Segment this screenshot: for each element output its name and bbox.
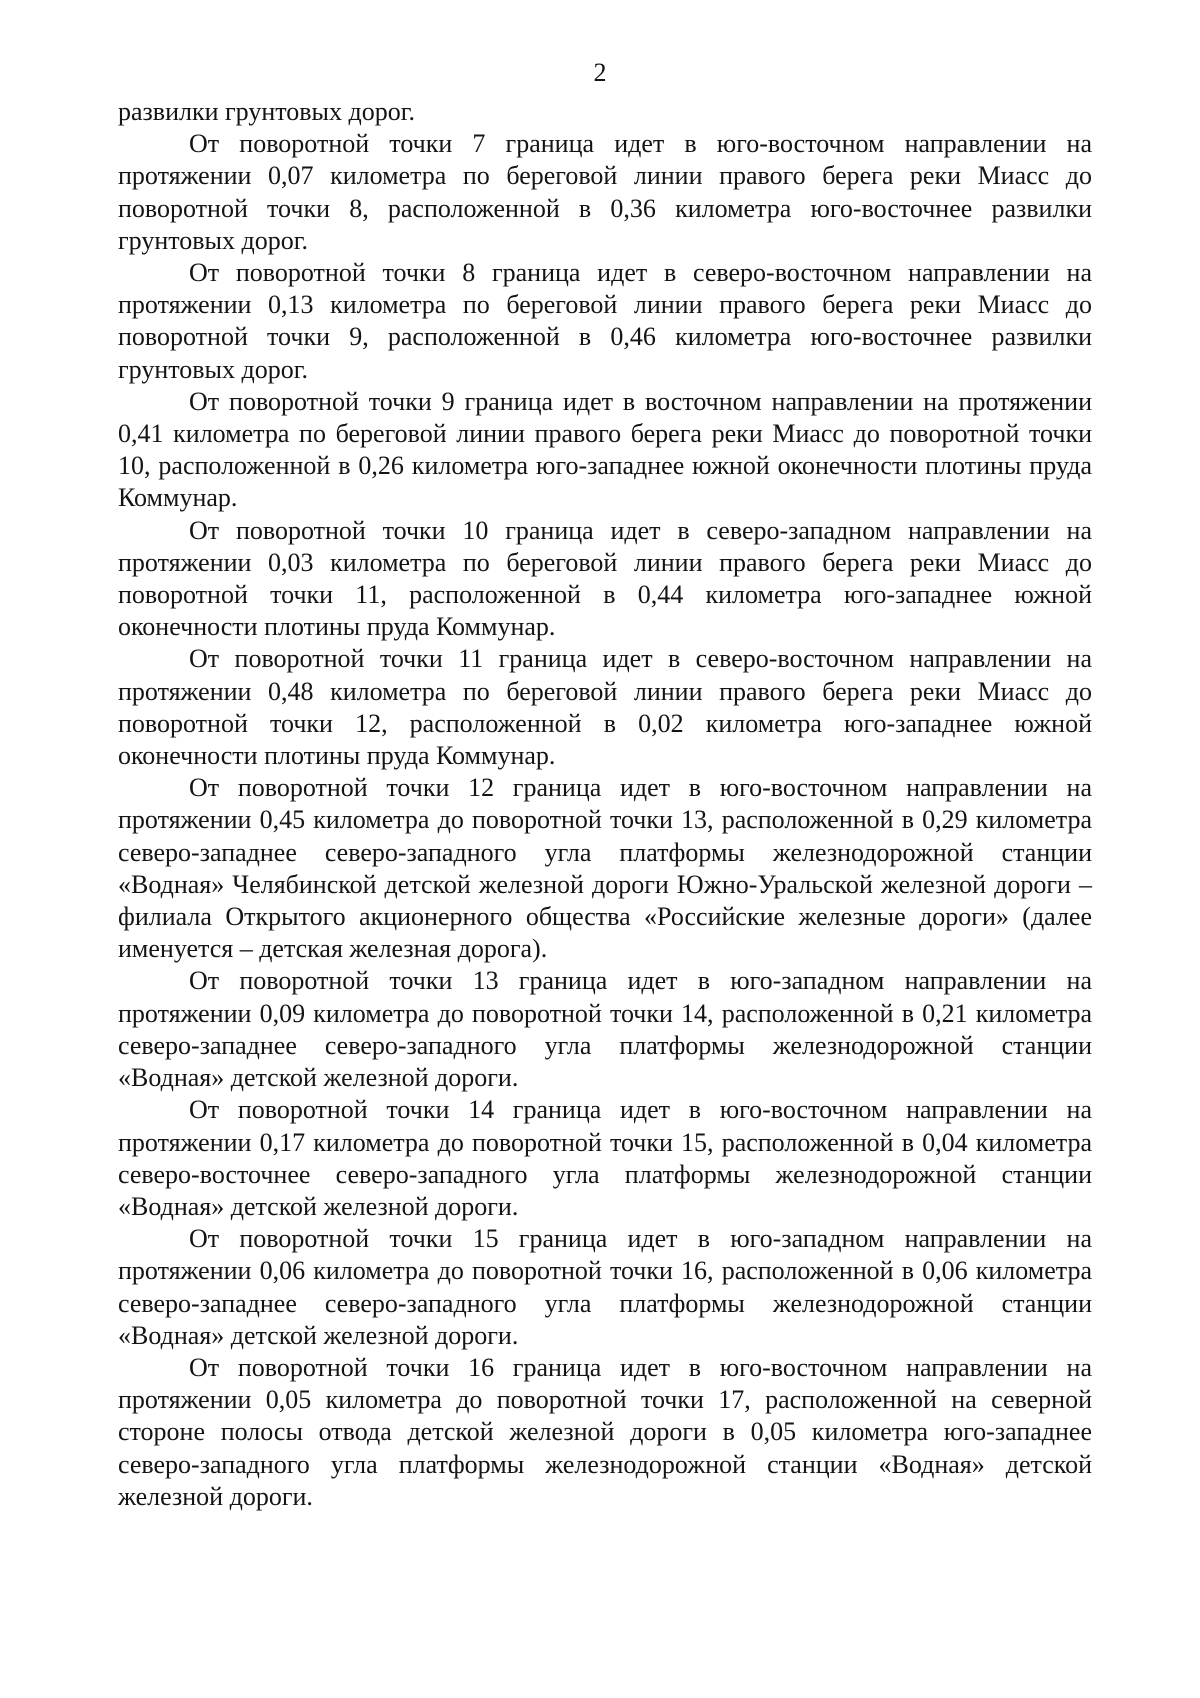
- document-body: [118, 96, 1092, 1513]
- paragraph-point-7: От поворотной точки 7 граница идет в юго-восточном направлении на протяжении 0,07 километра по береговой линии правого берега реки Миасс до поворотной точки 8, расположенной в 0,36 километра юго-восточнее развилки грунтовых дорог.: [118, 129, 1092, 255]
- paragraph-point-12: От поворотной точки 12 граница идет в юго-восточном направлении на протяжении 0,45 километра до поворотной точки 13, расположенной в 0,29 километра северо-западнее северо-западного угла платформы железнодорожной станции «Водная» Челябинской детской железной дороги Южно-Уральской железной дороги – филиала Открытого акционерного общества «Российские железные дороги» (далее именуется – детская железная дорога).: [118, 773, 1092, 964]
- paragraph-point-11: От поворотной точки 11 граница идет в северо-восточном направлении на протяжении 0,48 километра по береговой линии правого берега реки Миасс до поворотной точки 12, расположенной в 0,02 километра юго-западнее южной оконечности плотины пруда Коммунар.: [118, 644, 1092, 771]
- paragraph-point-10: От поворотной точки 10 граница идет в северо-западном направлении на протяжении 0,03 километра по береговой линии правого берега реки Миасс до поворотной точки 11, расположенной в 0,44 километра юго-западнее южной оконечности плотины пруда Коммунар.: [118, 515, 1092, 642]
- paragraph-continuation: развилки грунтовых дорог.: [118, 97, 415, 126]
- page-number: 2: [593, 58, 607, 87]
- paragraph-point-9: От поворотной точки 9 граница идет в восточном направлении на протяжении 0,41 километра по береговой линии правого берега реки Миасс до поворотной точки 10, расположенной в 0,26 километра юго-западнее южной оконечности плотины пруда Коммунар.: [118, 386, 1092, 513]
- paragraph-point-15: От поворотной точки 15 граница идет в юго-западном направлении на протяжении 0,06 километра до поворотной точки 16, расположенной в 0,06 километра северо-западнее северо-западного угла платформы железнодорожной станции «Водная» детской железной дороги.: [118, 1224, 1092, 1350]
- paragraph-point-8: От поворотной точки 8 граница идет в северо-восточном направлении на протяжении 0,13 километра по береговой линии правого берега реки Миасс до поворотной точки 9, расположенной в 0,46 километра юго-восточнее развилки грунтовых дорог.: [118, 258, 1092, 384]
- paragraph-point-16: От поворотной точки 16 граница идет в юго-восточном направлении на протяжении 0,05 километра до поворотной точки 17, расположенной на северной стороне полосы отвода детской железной дороги в 0,05 километра юго-западнее северо-западного угла платформы железнодорожной станции «Водная» детской железной дороги.: [118, 1352, 1092, 1511]
- paragraph-point-14: От поворотной точки 14 граница идет в юго-восточном направлении на протяжении 0,17 километра до поворотной точки 15, расположенной в 0,04 километра северо-восточнее северо-западного угла платформы железнодорожной станции «Водная» детской железной дороги.: [118, 1095, 1092, 1221]
- paragraph-point-13: От поворотной точки 13 граница идет в юго-западном направлении на протяжении 0,09 километра до поворотной точки 14, расположенной в 0,21 километра северо-западнее северо-западного угла платформы железнодорожной станции «Водная» детской железной дороги.: [118, 966, 1092, 1093]
